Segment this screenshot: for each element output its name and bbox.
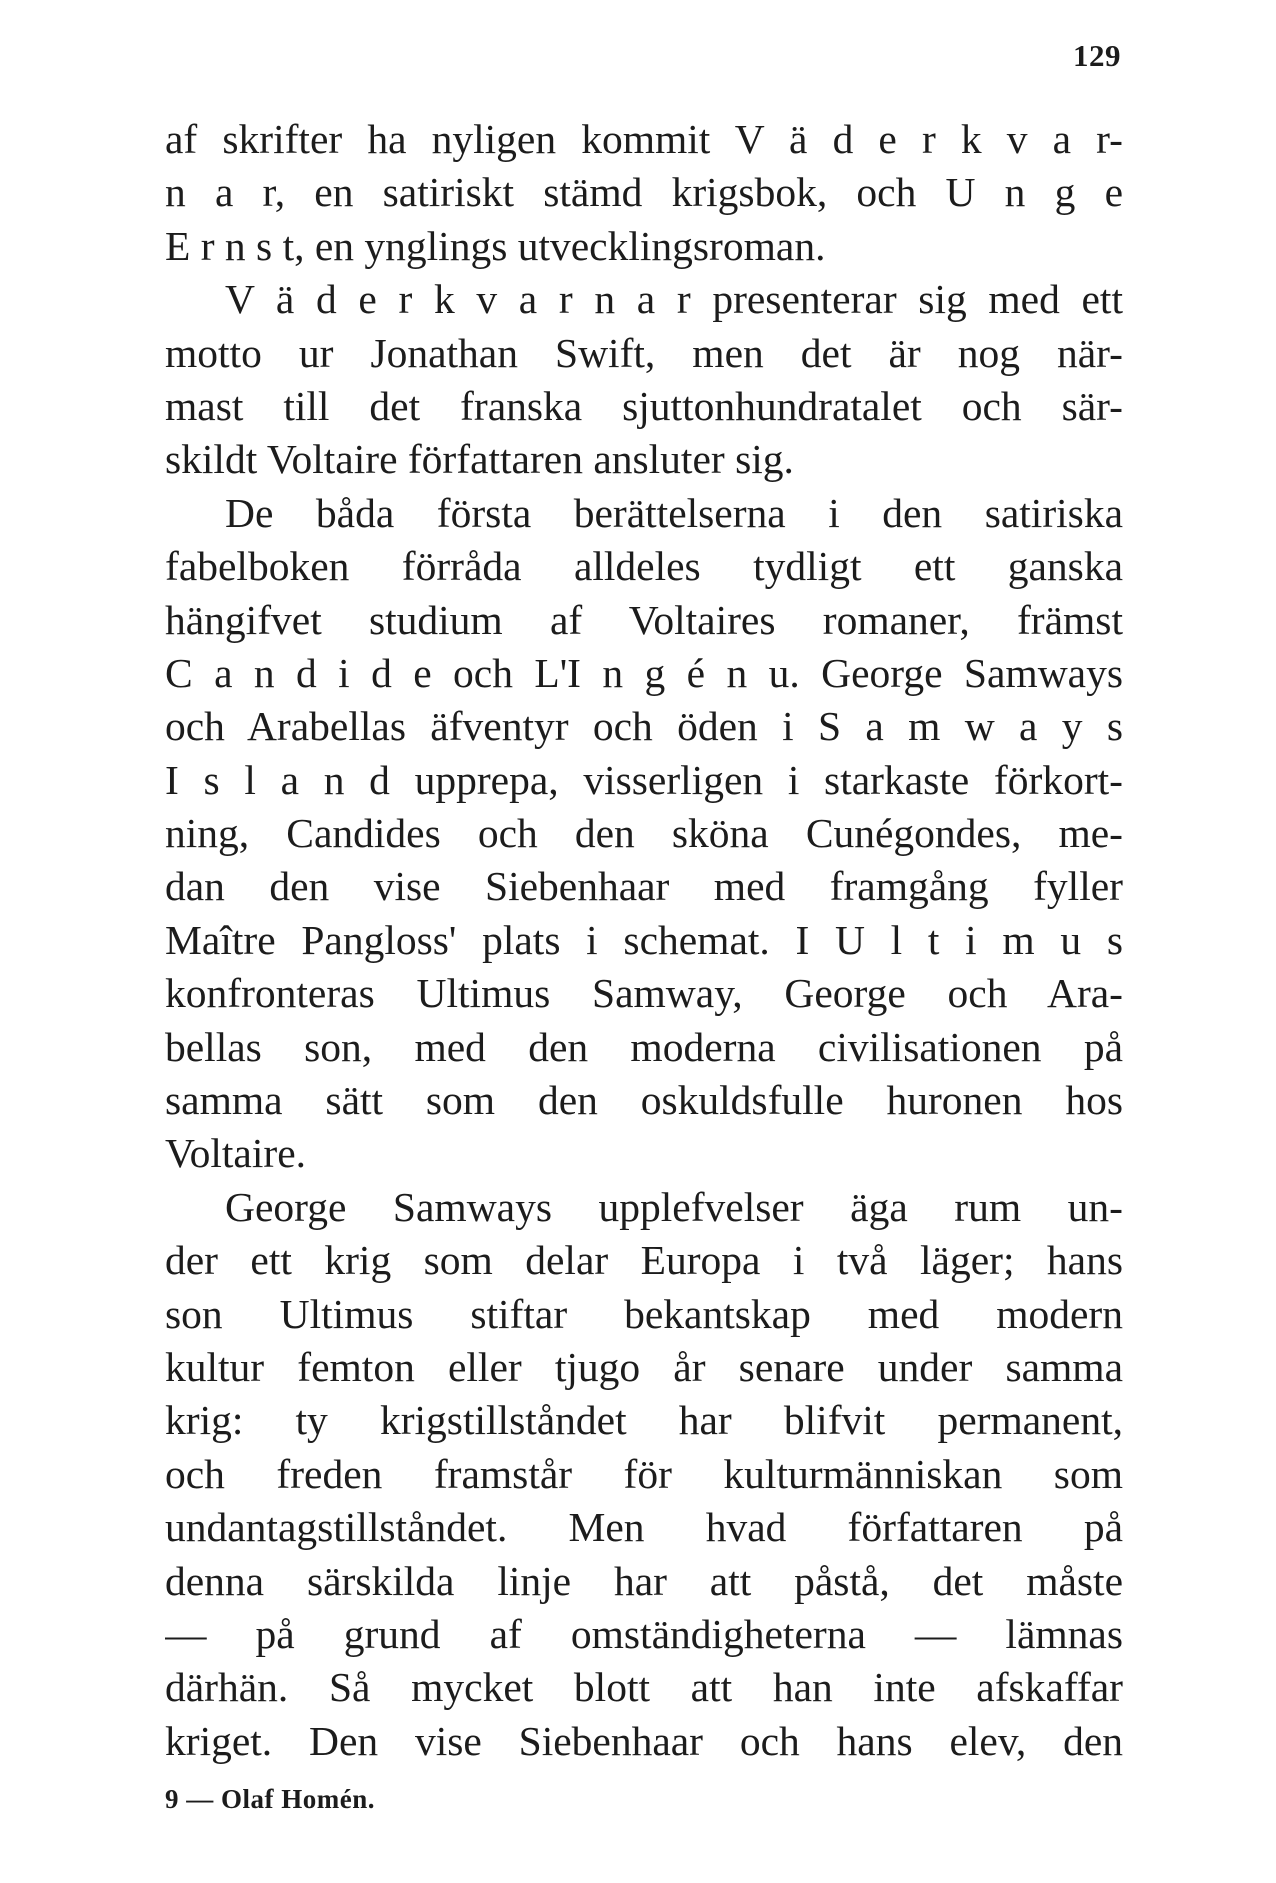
body-text (165, 113, 1123, 1768)
page-number: 129 (1073, 38, 1121, 73)
text-line: krig: ty krigstillståndet har blifvit permanent, (165, 1397, 1123, 1444)
text-line: bellas son, med den moderna civilisationen på (165, 1023, 1123, 1070)
text-line: och freden framstår för kulturmänniskan som (165, 1450, 1123, 1497)
text-line: fabelboken förråda alldeles tydligt ett ganska (165, 543, 1123, 590)
text-line: och Arabellas äfventyr och öden i S a m w a y s (165, 703, 1123, 750)
text-line: samma sätt som den oskuldsfulle huronen hos (165, 1077, 1123, 1124)
text-line: n a r, en satiriskt stämd krigsbok, och U n g e (165, 169, 1123, 216)
text-line: der ett krig som delar Europa i två läger; hans (165, 1237, 1123, 1284)
text-line: Voltaire. (165, 1130, 306, 1177)
text-line: motto ur Jonathan Swift, men det är nog när- (165, 329, 1123, 376)
text-line: kultur femton eller tjugo år senare under samma (165, 1343, 1123, 1390)
text-line: denna särskilda linje har att påstå, det måste (165, 1557, 1123, 1604)
text-line: mast till det franska sjuttonhundratalet och sär- (165, 382, 1123, 429)
text-line: C a n d i d e och L'I n g é n u. George Samways (165, 649, 1123, 696)
text-line: skildt Voltaire författaren ansluter sig. (165, 436, 794, 483)
text-line: V ä d e r k v a r n a r presenterar sig med ett (225, 276, 1123, 323)
text-line: George Samways upplefvelser äga rum un- (225, 1183, 1123, 1230)
text-line: därhän. Så mycket blott att han inte afskaffar (165, 1664, 1123, 1711)
text-line: I s l a n d upprepa, visserligen i starkaste förkort- (165, 756, 1123, 803)
text-line: Maître Pangloss' plats i schemat. I U l t i m u s (165, 916, 1123, 963)
text-line: ning, Candides och den sköna Cunégondes, me- (165, 810, 1123, 857)
text-line: — på grund af omständigheterna — lämnas (165, 1610, 1123, 1657)
signature-footer: 9 — Olaf Homén. (165, 1784, 375, 1814)
text-line: konfronteras Ultimus Samway, George och Ara- (165, 970, 1123, 1017)
text-line: E r n s t, en ynglings utvecklingsroman. (165, 222, 826, 269)
text-line: son Ultimus stiftar bekantskap med modern (165, 1290, 1123, 1337)
text-line: kriget. Den vise Siebenhaar och hans elev, den (165, 1717, 1123, 1764)
text-line: dan den vise Siebenhaar med framgång fyller (165, 863, 1123, 910)
text-line: hängifvet studium af Voltaires romaner, främst (165, 596, 1123, 643)
text-line: De båda första berättelserna i den satiriska (225, 489, 1123, 536)
text-line: af skrifter ha nyligen kommit V ä d e r k v a r- (165, 116, 1123, 162)
text-line: undantagstillståndet. Men hvad författaren på (165, 1504, 1123, 1551)
